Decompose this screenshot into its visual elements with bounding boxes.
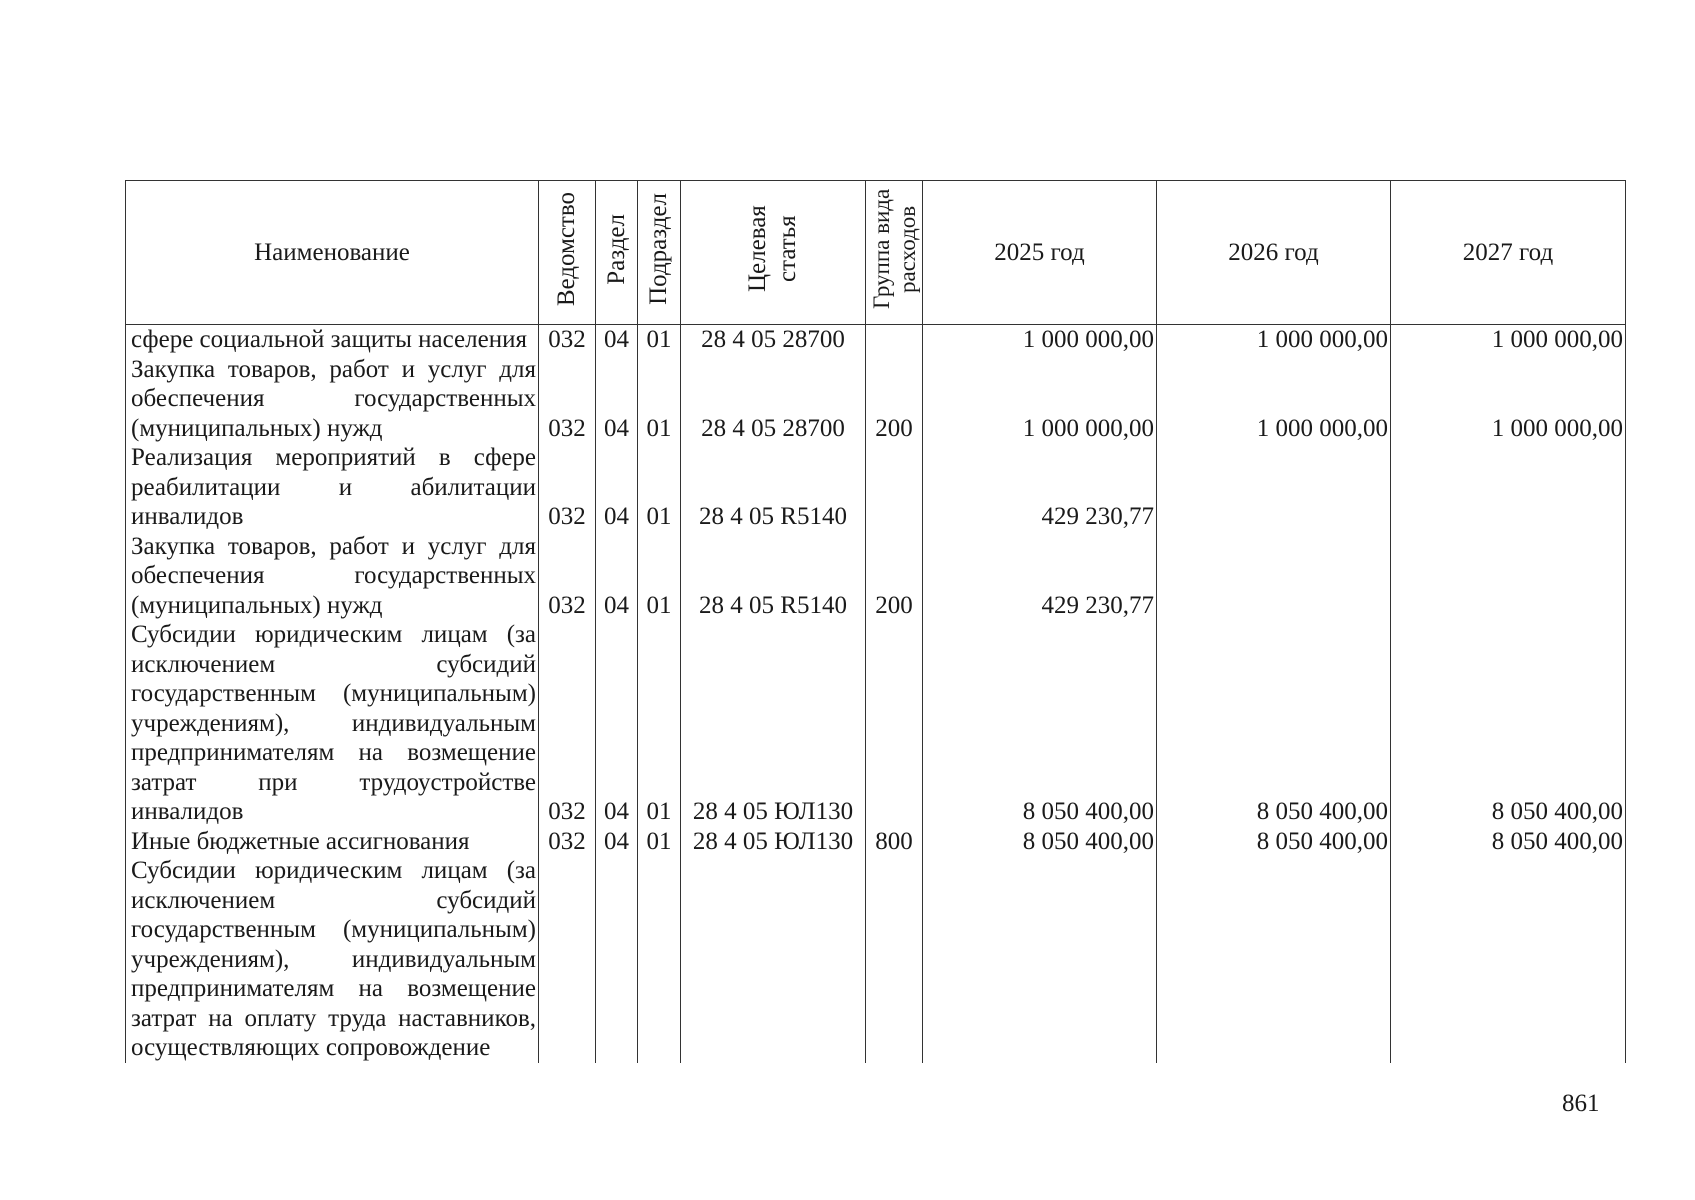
table-row xyxy=(126,325,1626,355)
cell-2026 xyxy=(1157,856,1391,1063)
cell-gruppa-vida-rashodov: 200 xyxy=(866,532,923,621)
cell-podrazdel: 01 xyxy=(638,355,681,444)
cell-2027: 1 000 000,00 xyxy=(1391,355,1626,444)
cell-2026: 8 050 400,00 xyxy=(1157,620,1391,827)
cell-2026: 8 050 400,00 xyxy=(1157,827,1391,857)
cell-2025: 1 000 000,00 xyxy=(923,325,1157,355)
cell-2027 xyxy=(1391,532,1626,621)
cell-razdel: 04 xyxy=(596,355,638,444)
header-razdel: Раздел xyxy=(596,181,638,325)
table-row xyxy=(126,355,1626,444)
table-row xyxy=(126,443,1626,532)
cell-name: сфере социальной защиты населения xyxy=(126,325,539,355)
cell-razdel: 04 xyxy=(596,443,638,532)
cell-vedomstvo: 032 xyxy=(539,355,596,444)
cell-vedomstvo: 032 xyxy=(539,443,596,532)
cell-tselevaya-statya: 28 4 05 R5140 xyxy=(681,532,866,621)
cell-2027: 8 050 400,00 xyxy=(1391,620,1626,827)
cell-podrazdel: 01 xyxy=(638,532,681,621)
cell-2027 xyxy=(1391,856,1626,1063)
cell-gruppa-vida-rashodov xyxy=(866,856,923,1063)
cell-podrazdel: 01 xyxy=(638,620,681,827)
header-podrazdel: Подраздел xyxy=(638,181,681,325)
cell-tselevaya-statya: 28 4 05 28700 xyxy=(681,325,866,355)
cell-2027 xyxy=(1391,443,1626,532)
cell-podrazdel: 01 xyxy=(638,827,681,857)
cell-vedomstvo: 032 xyxy=(539,620,596,827)
cell-tselevaya-statya: 28 4 05 ЮЛ130 xyxy=(681,620,866,827)
cell-2026 xyxy=(1157,532,1391,621)
cell-vedomstvo: 032 xyxy=(539,325,596,355)
cell-gruppa-vida-rashodov xyxy=(866,443,923,532)
cell-2025: 1 000 000,00 xyxy=(923,355,1157,444)
cell-razdel xyxy=(596,856,638,1063)
budget-table xyxy=(125,180,1626,1063)
header-2027: 2027 год xyxy=(1391,181,1626,325)
cell-podrazdel xyxy=(638,856,681,1063)
cell-podrazdel: 01 xyxy=(638,325,681,355)
header-2025: 2025 год xyxy=(923,181,1157,325)
cell-name: Реализация мероприятий в сфере реабилитации и абилитации инвалидов xyxy=(126,443,539,532)
cell-razdel: 04 xyxy=(596,325,638,355)
cell-name: Иные бюджетные ассигнования xyxy=(126,827,539,857)
cell-razdel: 04 xyxy=(596,620,638,827)
cell-name: Закупка товаров, работ и услуг для обеспечения государственных (муниципальных) нужд xyxy=(126,355,539,444)
table-header-row xyxy=(126,181,1626,325)
header-name: Наименование xyxy=(126,181,539,325)
cell-razdel: 04 xyxy=(596,827,638,857)
cell-tselevaya-statya: 28 4 05 ЮЛ130 xyxy=(681,827,866,857)
cell-tselevaya-statya: 28 4 05 R5140 xyxy=(681,443,866,532)
table-row xyxy=(126,856,1626,1063)
cell-2025: 8 050 400,00 xyxy=(923,620,1157,827)
header-2026: 2026 год xyxy=(1157,181,1391,325)
cell-vedomstvo xyxy=(539,856,596,1063)
page-number: 861 xyxy=(1562,1090,1600,1117)
cell-2027: 8 050 400,00 xyxy=(1391,827,1626,857)
cell-name: Субсидии юридическим лицам (за исключением субсидий государственным (муниципальным) учреждениям), индивидуальным предпринимателям на возмещение затрат при трудоустройстве инвалидов xyxy=(126,620,539,827)
cell-tselevaya-statya xyxy=(681,856,866,1063)
cell-podrazdel: 01 xyxy=(638,443,681,532)
cell-2026: 1 000 000,00 xyxy=(1157,325,1391,355)
cell-2026 xyxy=(1157,443,1391,532)
cell-2027: 1 000 000,00 xyxy=(1391,325,1626,355)
cell-name: Субсидии юридическим лицам (за исключением субсидий государственным (муниципальным) учреждениям), индивидуальным предпринимателям на возмещение затрат на оплату труда наставников, осуществляющих сопровождение xyxy=(126,856,539,1063)
cell-2025: 429 230,77 xyxy=(923,443,1157,532)
cell-gruppa-vida-rashodov: 800 xyxy=(866,827,923,857)
cell-gruppa-vida-rashodov xyxy=(866,325,923,355)
header-vedomstvo: Ведомство xyxy=(539,181,596,325)
cell-gruppa-vida-rashodov xyxy=(866,620,923,827)
header-gruppa-vida-rashodov: Группа вида расходов xyxy=(866,181,923,325)
cell-2025: 429 230,77 xyxy=(923,532,1157,621)
cell-vedomstvo: 032 xyxy=(539,532,596,621)
cell-2025 xyxy=(923,856,1157,1063)
table-row xyxy=(126,620,1626,827)
cell-name: Закупка товаров, работ и услуг для обеспечения государственных (муниципальных) нужд xyxy=(126,532,539,621)
cell-2026: 1 000 000,00 xyxy=(1157,355,1391,444)
cell-2025: 8 050 400,00 xyxy=(923,827,1157,857)
cell-razdel: 04 xyxy=(596,532,638,621)
header-tselevaya-statya: Целевая статья xyxy=(681,181,866,325)
table-row xyxy=(126,827,1626,857)
cell-tselevaya-statya: 28 4 05 28700 xyxy=(681,355,866,444)
cell-vedomstvo: 032 xyxy=(539,827,596,857)
cell-gruppa-vida-rashodov: 200 xyxy=(866,355,923,444)
table-row xyxy=(126,532,1626,621)
